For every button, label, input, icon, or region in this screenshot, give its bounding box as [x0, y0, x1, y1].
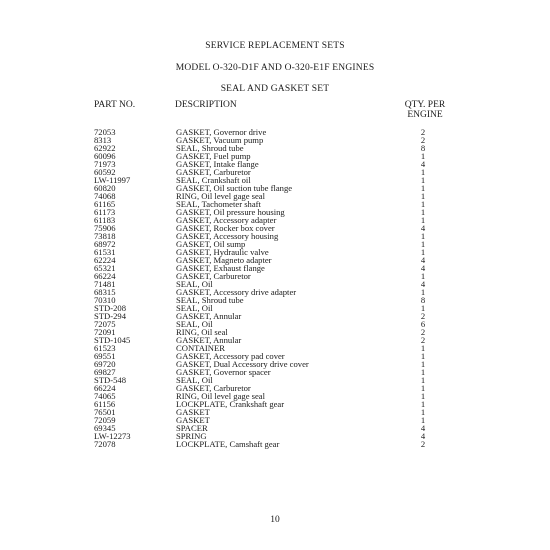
- part-number: 69551: [94, 351, 116, 361]
- part-number: 74068: [94, 191, 116, 201]
- table-row: [0, 160, 550, 168]
- part-number: 60820: [94, 183, 116, 193]
- part-number: STD-208: [94, 303, 126, 313]
- part-number: 71973: [94, 159, 116, 169]
- table-row: [0, 400, 550, 408]
- qty-header-line2: ENGINE: [407, 110, 443, 120]
- part-number: STD-548: [94, 375, 126, 385]
- quantity: 8: [420, 295, 426, 305]
- quantity: 2: [420, 127, 426, 137]
- part-number: LW-11997: [94, 175, 131, 185]
- set-title: SEAL AND GASKET SET: [220, 84, 330, 94]
- quantity: 1: [420, 175, 426, 185]
- quantity: 1: [420, 199, 426, 209]
- model-title: MODEL O-320-D1F AND O-320-E1F ENGINES: [175, 63, 375, 73]
- description: GASKET, Carburetor: [176, 167, 251, 177]
- part-number: 60592: [94, 167, 116, 177]
- parts-table: [0, 128, 550, 448]
- quantity: 4: [420, 279, 426, 289]
- part-number: 71481: [94, 279, 116, 289]
- quantity: 2: [420, 311, 426, 321]
- table-row: [0, 264, 550, 272]
- quantity: 1: [420, 351, 426, 361]
- quantity: 1: [420, 391, 426, 401]
- part-number: 73818: [94, 231, 116, 241]
- quantity: 4: [420, 431, 426, 441]
- description: GASKET, Magneto adapter: [176, 255, 272, 265]
- table-row: [0, 368, 550, 376]
- table-row: [0, 296, 550, 304]
- quantity: 6: [420, 319, 426, 329]
- table-row: [0, 144, 550, 152]
- description: GASKET, Governor drive: [176, 127, 267, 137]
- table-row: [0, 304, 550, 312]
- description: RING, Oil level gage seal: [176, 191, 266, 201]
- quantity: 1: [420, 367, 426, 377]
- description: RING, Oil level gage seal: [176, 391, 266, 401]
- description-header: DESCRIPTION: [175, 100, 237, 110]
- table-row: [0, 152, 550, 160]
- qty-header-line1: QTY. PER: [404, 100, 446, 110]
- description: RING, Oil seal: [176, 327, 228, 337]
- table-row: [0, 360, 550, 368]
- description: SEAL, Oil: [176, 303, 213, 313]
- quantity: 1: [420, 183, 426, 193]
- quantity: 1: [420, 287, 426, 297]
- table-row: [0, 408, 550, 416]
- quantity: 4: [420, 159, 426, 169]
- description: CONTAINER: [176, 343, 225, 353]
- table-row: [0, 416, 550, 424]
- table-row: [0, 128, 550, 136]
- part-number: STD-294: [94, 311, 126, 321]
- quantity: 1: [420, 343, 426, 353]
- table-row: [0, 272, 550, 280]
- quantity: 4: [420, 223, 426, 233]
- description: GASKET, Intake flange: [176, 159, 259, 169]
- quantity: 1: [420, 151, 426, 161]
- part-number: 72059: [94, 415, 116, 425]
- part-number: 68972: [94, 239, 116, 249]
- description: GASKET, Oil sump: [176, 239, 246, 249]
- table-row: [0, 336, 550, 344]
- part-number: 66224: [94, 271, 116, 281]
- section-title: SERVICE REPLACEMENT SETS: [205, 41, 345, 51]
- quantity: 2: [420, 335, 426, 345]
- quantity: 4: [420, 423, 426, 433]
- part-number: 66224: [94, 383, 116, 393]
- description: SEAL, Oil: [176, 279, 213, 289]
- part-number: 65321: [94, 263, 116, 273]
- part-number: LW-12273: [94, 431, 131, 441]
- description: SEAL, Oil: [176, 375, 213, 385]
- description: SEAL, Tachometer shaft: [176, 199, 261, 209]
- quantity: 4: [420, 263, 426, 273]
- quantity: 2: [420, 327, 426, 337]
- part-number: 61531: [94, 247, 116, 257]
- quantity: 1: [420, 191, 426, 201]
- description: GASKET, Oil pressure housing: [176, 207, 285, 217]
- description: GASKET, Governor spacer: [176, 367, 271, 377]
- description: SEAL, Crankshaft oil: [176, 175, 251, 185]
- quantity: 1: [420, 375, 426, 385]
- table-row: [0, 312, 550, 320]
- quantity: 1: [420, 247, 426, 257]
- description: GASKET, Vacuum pump: [176, 135, 264, 145]
- quantity: 2: [420, 439, 426, 449]
- part-number: 72075: [94, 319, 116, 329]
- quantity: 1: [420, 215, 426, 225]
- description: SPACER: [176, 423, 208, 433]
- table-row: [0, 288, 550, 296]
- description: GASKET, Fuel pump: [176, 151, 251, 161]
- part-number: 75906: [94, 223, 116, 233]
- description: GASKET, Rocker box cover: [176, 223, 275, 233]
- quantity: 1: [420, 239, 426, 249]
- quantity: 8: [420, 143, 426, 153]
- part-number: 8313: [94, 135, 112, 145]
- description: GASKET, Dual Accessory drive cover: [176, 359, 309, 369]
- part-number: 68315: [94, 287, 116, 297]
- quantity: 1: [420, 383, 426, 393]
- table-row: [0, 168, 550, 176]
- part-number: 61173: [94, 207, 116, 217]
- quantity: 1: [420, 167, 426, 177]
- part-no-header: PART NO.: [94, 100, 136, 110]
- description: GASKET, Exhaust flange: [176, 263, 265, 273]
- part-number: 60096: [94, 151, 116, 161]
- table-row: [0, 216, 550, 224]
- table-row: [0, 136, 550, 144]
- description: GASKET, Hydraulic valve: [176, 247, 269, 257]
- part-number: 74065: [94, 391, 116, 401]
- description: GASKET, Annular: [176, 311, 242, 321]
- quantity: 1: [420, 231, 426, 241]
- part-number: 72078: [94, 439, 116, 449]
- part-number: 76501: [94, 407, 116, 417]
- quantity: 1: [420, 399, 426, 409]
- description: GASKET, Carburetor: [176, 383, 251, 393]
- quantity: 4: [420, 255, 426, 265]
- part-number: 61523: [94, 343, 116, 353]
- table-row: [0, 248, 550, 256]
- table-row: [0, 192, 550, 200]
- description: SEAL, Shroud tube: [176, 143, 244, 153]
- quantity: 2: [420, 135, 426, 145]
- quantity: 1: [420, 303, 426, 313]
- table-row: [0, 424, 550, 432]
- description: LOCKPLATE, Camshaft gear: [176, 439, 280, 449]
- description: GASKET, Annular: [176, 335, 242, 345]
- quantity: 1: [420, 207, 426, 217]
- description: GASKET, Accessory pad cover: [176, 351, 285, 361]
- part-number: 61183: [94, 215, 116, 225]
- quantity: 1: [420, 415, 426, 425]
- part-number: 70310: [94, 295, 116, 305]
- part-number: 61165: [94, 199, 116, 209]
- description: SPRING: [176, 431, 207, 441]
- page-number: 10: [270, 515, 280, 525]
- table-row: [0, 440, 550, 448]
- part-number: 69345: [94, 423, 116, 433]
- part-number: 69720: [94, 359, 116, 369]
- table-row: [0, 240, 550, 248]
- table-row: [0, 320, 550, 328]
- table-row: [0, 184, 550, 192]
- part-number: 61156: [94, 399, 116, 409]
- description: GASKET, Accessory adapter: [176, 215, 277, 225]
- part-number: 72053: [94, 127, 116, 137]
- description: SEAL, Shroud tube: [176, 295, 244, 305]
- description: GASKET, Carburetor: [176, 271, 251, 281]
- part-number: 72091: [94, 327, 116, 337]
- quantity: 1: [420, 271, 426, 281]
- table-row: [0, 232, 550, 240]
- part-number: 62922: [94, 143, 116, 153]
- part-number: 62224: [94, 255, 116, 265]
- description: SEAL, Oil: [176, 319, 213, 329]
- table-row: [0, 328, 550, 336]
- qty-header: [390, 100, 460, 120]
- part-number: 69827: [94, 367, 116, 377]
- table-row: [0, 256, 550, 264]
- description: GASKET, Accessory housing: [176, 231, 279, 241]
- description: GASKET, Oil suction tube flange: [176, 183, 293, 193]
- description: GASKET: [176, 407, 210, 417]
- description: GASKET, Accessory drive adapter: [176, 287, 297, 297]
- quantity: 1: [420, 359, 426, 369]
- table-row: [0, 384, 550, 392]
- quantity: 1: [420, 407, 426, 417]
- table-row: [0, 376, 550, 384]
- description: GASKET: [176, 415, 210, 425]
- description: LOCKPLATE, Crankshaft gear: [176, 399, 285, 409]
- part-number: STD-1045: [94, 335, 131, 345]
